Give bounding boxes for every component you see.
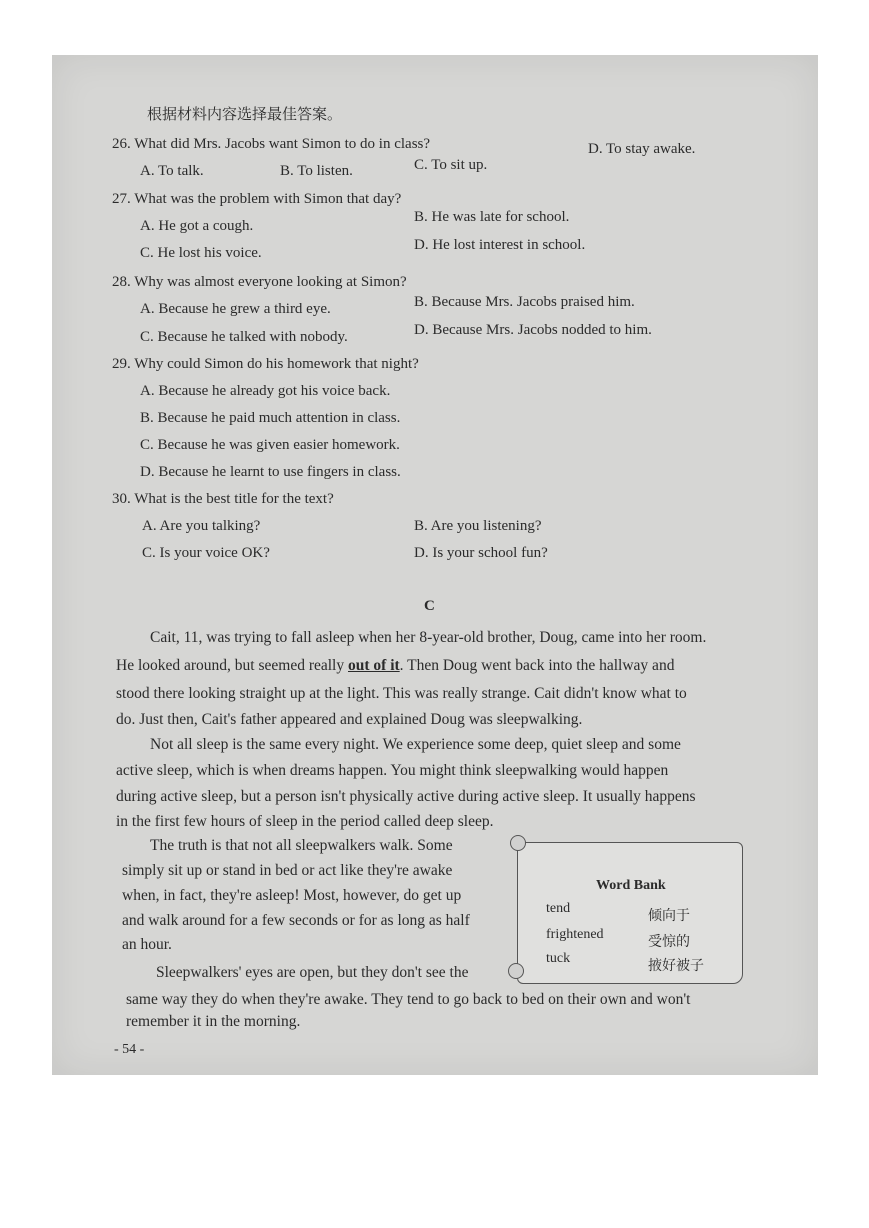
passage-c-p4-line-2: same way they do when they're awake. They tend to go back to bed on their own and won't [126, 991, 691, 1008]
scroll-curl-icon [510, 835, 526, 851]
question-28-option-a: A. Because he grew a third eye. [140, 301, 331, 317]
scroll-curl-icon [508, 963, 524, 979]
question-26-option-b: B. To listen. [280, 163, 353, 179]
word-bank-word: frightened [546, 927, 604, 942]
passage-c-p1-line-3: stood there looking straight up at the light. This was really strange. Cait didn't know what to [116, 685, 687, 702]
passage-c-p2-line-2: active sleep, which is when dreams happen. You might think sleepwalking would happen [116, 762, 669, 779]
section-heading: C [424, 598, 435, 614]
word-bank-meaning: 受惊的 [648, 935, 690, 950]
question-26-option-a: A. To talk. [140, 163, 204, 179]
question-30-option-c: C. Is your voice OK? [142, 545, 270, 561]
passage-c-p4-line-3: remember it in the morning. [126, 1013, 301, 1030]
question-28-option-c: C. Because he talked with nobody. [140, 329, 348, 345]
question-29-option-b: B. Because he paid much attention in class. [140, 410, 401, 426]
question-29-option-d: D. Because he learnt to use fingers in class. [140, 464, 401, 480]
question-26-stem: 26. What did Mrs. Jacobs want Simon to do in class? [112, 136, 431, 152]
passage-c-p1-line-1: Cait, 11, was trying to fall asleep when her 8-year-old brother, Doug, came into her room. [150, 629, 707, 646]
word-bank-meaning: 倾向于 [648, 909, 690, 924]
question-26-option-c: C. To sit up. [414, 157, 488, 173]
word-bank-word: tuck [546, 951, 571, 966]
word-bank-meaning: 掖好被子 [648, 959, 704, 974]
passage-c-p2-line-4: in the first few hours of sleep in the period called deep sleep. [116, 813, 494, 830]
underlined-phrase: out of it [348, 657, 400, 674]
instruction: 根据材料内容选择最佳答案。 [147, 107, 343, 123]
question-29-option-c: C. Because he was given easier homework. [140, 437, 400, 453]
question-27-option-c: C. He lost his voice. [140, 245, 262, 261]
passage-c-p3-line-2: simply sit up or stand in bed or act like they're awake [122, 862, 453, 879]
passage-c-p3-line-1: The truth is that not all sleepwalkers walk. Some [150, 837, 453, 854]
question-28-stem: 28. Why was almost everyone looking at Simon? [112, 274, 407, 290]
question-27-stem: 27. What was the problem with Simon that day? [112, 191, 402, 207]
question-29-stem: 29. Why could Simon do his homework that night? [112, 356, 419, 372]
passage-c-p2-line-1: Not all sleep is the same every night. We experience some deep, quiet sleep and some [150, 736, 681, 753]
passage-c-p3-line-3: when, in fact, they're asleep! Most, however, do get up [122, 887, 462, 904]
question-30-stem: 30. What is the best title for the text? [112, 491, 334, 507]
question-28-option-d: D. Because Mrs. Jacobs nodded to him. [414, 322, 652, 338]
question-27-option-a: A. He got a cough. [140, 218, 254, 234]
question-30-option-b: B. Are you listening? [414, 518, 542, 534]
passage-c-p1-line-4: do. Just then, Cait's father appeared and explained Doug was sleepwalking. [116, 711, 583, 728]
passage-c-p3-line-5: an hour. [122, 936, 172, 953]
word-bank-title: Word Bank [596, 878, 666, 893]
question-26-option-d: D. To stay awake. [588, 141, 696, 157]
passage-c-p3-line-4: and walk around for a few seconds or for as long as half [122, 912, 470, 929]
page-number: - 54 - [114, 1042, 145, 1057]
passage-c-p2-line-3: during active sleep, but a person isn't physically active during active sleep. It usually happens [116, 788, 696, 805]
question-27-option-b: B. He was late for school. [414, 209, 570, 225]
word-bank-box [517, 842, 743, 984]
word-bank-word: tend [546, 901, 571, 916]
question-30-option-a: A. Are you talking? [142, 518, 261, 534]
question-28-option-b: B. Because Mrs. Jacobs praised him. [414, 294, 635, 310]
passage-c-p4-line-1: Sleepwalkers' eyes are open, but they don't see the [156, 964, 469, 981]
question-29-option-a: A. Because he already got his voice back. [140, 383, 391, 399]
exam-page [52, 55, 818, 1075]
question-30-option-d: D. Is your school fun? [414, 545, 548, 561]
passage-c-p1-line-2: He looked around, but seemed really out of it. Then Doug went back into the hallway and [116, 657, 675, 674]
question-27-option-d: D. He lost interest in school. [414, 237, 586, 253]
